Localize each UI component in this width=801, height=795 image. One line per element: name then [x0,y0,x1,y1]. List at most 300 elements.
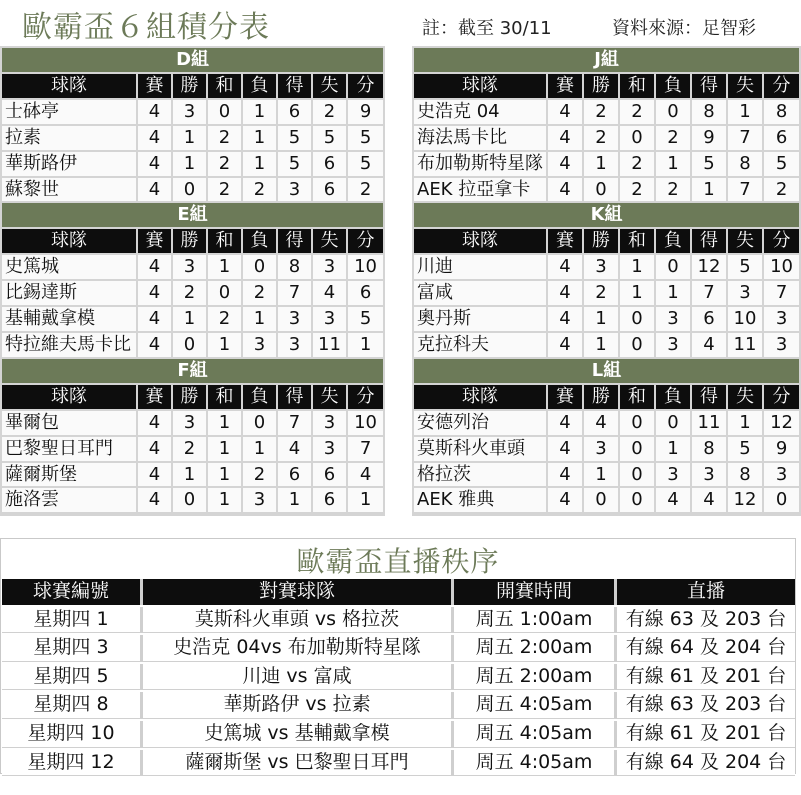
team-name-cell: 史篤城 [2,255,138,279]
table-row [2,463,383,487]
table-row [2,255,383,279]
points-cell: 1 [348,333,383,357]
column-header-drawn: 和 [208,385,243,409]
team-name-cell: 薩爾斯堡 [2,463,138,487]
column-header-team-name: 球隊 [2,385,138,409]
lost-cell: 1 [243,126,278,150]
kickoff-time-cell: 周五 4:05am [454,750,617,777]
goals-against-cell: 3 [728,281,764,305]
points-cell: 2 [764,178,799,202]
goals-against-cell: 7 [728,126,764,150]
points-cell: 4 [348,463,383,487]
team-name-cell: 克拉科夫 [414,333,548,357]
column-header-team-name: 球隊 [2,74,138,98]
drawn-cell: 0 [620,126,656,150]
column-header-points: 分 [348,229,383,253]
played-cell: 4 [138,255,173,279]
goals-against-cell: 1 [728,411,764,435]
column-header-won: 勝 [173,74,208,98]
team-name-cell: 施洛雲 [2,488,138,512]
won-cell: 0 [584,488,620,512]
goals-against-cell: 12 [728,488,764,512]
goals-for-cell: 5 [692,152,728,176]
lost-cell: 1 [243,100,278,124]
played-cell: 4 [138,411,173,435]
schedule-header-row [2,579,795,605]
lost-cell: 1 [243,307,278,331]
won-cell: 1 [173,307,208,331]
drawn-cell: 2 [208,152,243,176]
drawn-cell: 1 [620,255,656,279]
column-header-drawn: 和 [620,385,656,409]
team-name-cell: 奧丹斯 [414,307,548,331]
won-cell: 3 [173,100,208,124]
kickoff-time-cell: 周五 4:05am [454,721,617,748]
points-cell: 10 [764,255,799,279]
column-header-team-name: 球隊 [414,74,548,98]
column-header-won: 勝 [584,229,620,253]
won-cell: 0 [173,333,208,357]
fixture-cell: 薩爾斯堡 vs 巴黎聖日耳門 [143,750,454,777]
group-heading: K組 [414,203,799,227]
won-cell: 4 [584,411,620,435]
points-cell: 9 [348,100,383,124]
won-cell: 3 [584,437,620,461]
team-name-cell: 士砵亭 [2,100,138,124]
column-header-lost: 負 [656,74,692,98]
column-header-goals-for: 得 [278,229,313,253]
won-cell: 2 [584,100,620,124]
team-name-cell: 布加勒斯特星隊 [414,152,548,176]
broadcast-channel-cell: 有線 61 及 201 台 [617,721,795,748]
drawn-cell: 0 [620,488,656,512]
drawn-cell: 1 [208,333,243,357]
goals-for-cell: 6 [278,100,313,124]
goals-for-cell: 4 [692,488,728,512]
won-cell: 1 [173,126,208,150]
table-row [2,100,383,124]
points-cell: 10 [348,255,383,279]
goals-against-cell: 4 [313,281,348,305]
table-row [2,281,383,305]
team-name-cell: 富咸 [414,281,548,305]
played-cell: 4 [138,126,173,150]
column-header-goals-for: 得 [692,229,728,253]
table-row [2,635,795,662]
column-header-points: 分 [348,74,383,98]
won-cell: 1 [173,463,208,487]
column-header-row [414,229,799,253]
team-name-cell: AEK 拉亞拿卡 [414,178,548,202]
played-cell: 4 [548,152,584,176]
table-row [414,437,799,461]
lost-cell: 4 [656,488,692,512]
goals-for-cell: 3 [278,178,313,202]
group-heading-row [414,359,799,383]
standings-table-left [2,46,383,514]
drawn-cell: 0 [620,307,656,331]
played-cell: 4 [138,463,173,487]
goals-for-cell: 8 [692,437,728,461]
goals-against-cell: 3 [313,411,348,435]
lost-cell: 2 [243,178,278,202]
goals-against-cell: 5 [313,126,348,150]
goals-against-cell: 5 [728,437,764,461]
column-header-goals-against: 失 [728,74,764,98]
team-name-cell: 華斯路伊 [2,152,138,176]
points-cell: 5 [348,307,383,331]
team-name-cell: 拉素 [2,126,138,150]
column-header-played: 賽 [548,74,584,98]
group-heading: D組 [2,48,383,72]
standings-table-right [414,46,799,514]
points-cell: 9 [764,437,799,461]
goals-against-cell: 5 [728,255,764,279]
fixture-cell: 史篤城 vs 基輔戴拿模 [143,721,454,748]
won-cell: 2 [173,437,208,461]
column-header-drawn: 和 [208,74,243,98]
column-header-drawn: 和 [620,74,656,98]
table-row [2,607,795,634]
group-heading: E組 [2,203,383,227]
played-cell: 4 [548,463,584,487]
column-header-lost: 負 [656,385,692,409]
fixture-cell: 川迪 vs 富咸 [143,664,454,691]
drawn-cell: 2 [208,307,243,331]
lost-cell: 0 [656,411,692,435]
goals-for-cell: 4 [278,437,313,461]
kickoff-time-cell: 周五 4:05am [454,692,617,719]
column-header-team-name: 球隊 [414,229,548,253]
goals-for-cell: 3 [278,307,313,331]
played-cell: 4 [548,178,584,202]
column-header-match-number: 球賽編號 [2,579,143,605]
won-cell: 2 [584,126,620,150]
played-cell: 4 [138,178,173,202]
drawn-cell: 0 [208,100,243,124]
lost-cell: 2 [656,126,692,150]
won-cell: 1 [584,152,620,176]
goals-against-cell: 6 [313,152,348,176]
lost-cell: 1 [656,281,692,305]
points-cell: 5 [348,152,383,176]
goals-against-cell: 3 [313,307,348,331]
goals-for-cell: 3 [278,333,313,357]
won-cell: 0 [584,178,620,202]
kickoff-time-cell: 周五 2:00am [454,664,617,691]
points-cell: 3 [764,307,799,331]
column-header-goals-for: 得 [692,385,728,409]
table-row [414,178,799,202]
won-cell: 3 [584,255,620,279]
points-cell: 12 [764,411,799,435]
drawn-cell: 0 [208,281,243,305]
team-name-cell: AEK 雅典 [414,488,548,512]
team-name-cell: 比錫達斯 [2,281,138,305]
lost-cell: 2 [656,178,692,202]
points-cell: 6 [764,126,799,150]
goals-against-cell: 3 [313,437,348,461]
table-row [2,126,383,150]
lost-cell: 3 [243,488,278,512]
table-row [2,152,383,176]
lost-cell: 3 [656,307,692,331]
points-cell: 2 [348,178,383,202]
played-cell: 4 [548,281,584,305]
schedule-title: 歐霸盃直播秩序 [296,545,500,578]
won-cell: 0 [173,488,208,512]
goals-for-cell: 8 [692,100,728,124]
group-heading: J組 [414,48,799,72]
broadcast-channel-cell: 有線 64 及 204 台 [617,750,795,777]
table-row [414,463,799,487]
played-cell: 4 [138,437,173,461]
drawn-cell: 0 [620,463,656,487]
column-header-team-name: 球隊 [414,385,548,409]
goals-for-cell: 8 [278,255,313,279]
goals-for-cell: 1 [692,178,728,202]
goals-for-cell: 7 [278,411,313,435]
team-name-cell: 蘇黎世 [2,178,138,202]
goals-for-cell: 6 [278,463,313,487]
points-cell: 3 [764,463,799,487]
column-header-points: 分 [764,229,799,253]
match-number-cell: 星期四 1 [2,607,143,634]
team-name-cell: 莫斯科火車頭 [414,437,548,461]
match-number-cell: 星期四 8 [2,692,143,719]
drawn-cell: 1 [208,411,243,435]
team-name-cell: 格拉茨 [414,463,548,487]
lost-cell: 1 [656,437,692,461]
won-cell: 2 [173,281,208,305]
team-name-cell: 安德列治 [414,411,548,435]
column-header-lost: 負 [243,229,278,253]
column-header-goals-for: 得 [692,74,728,98]
won-cell: 3 [173,255,208,279]
won-cell: 1 [584,463,620,487]
column-header-won: 勝 [584,385,620,409]
drawn-cell: 1 [208,437,243,461]
lost-cell: 2 [243,463,278,487]
column-header-played: 賽 [548,385,584,409]
goals-for-cell: 5 [278,152,313,176]
won-cell: 1 [584,333,620,357]
drawn-cell: 2 [208,126,243,150]
column-header-goals-against: 失 [313,229,348,253]
table-row [2,488,383,512]
won-cell: 3 [173,411,208,435]
goals-against-cell: 8 [728,152,764,176]
played-cell: 4 [548,411,584,435]
column-header-row [414,74,799,98]
drawn-cell: 0 [620,333,656,357]
lost-cell: 0 [243,411,278,435]
drawn-cell: 1 [208,255,243,279]
won-cell: 2 [584,281,620,305]
table-row [414,307,799,331]
points-cell: 3 [764,333,799,357]
group-heading-row [2,48,383,72]
column-header-goals-against: 失 [728,229,764,253]
column-header-goals-against: 失 [313,385,348,409]
data-source: 資料來源：足智彩 [612,18,756,39]
column-header-team-name: 球隊 [2,229,138,253]
goals-for-cell: 6 [692,307,728,331]
goals-for-cell: 5 [278,126,313,150]
goals-for-cell: 4 [692,333,728,357]
column-header-points: 分 [348,385,383,409]
page-title: 歐霸盃６組積分表 [22,10,270,45]
column-header-played: 賽 [548,229,584,253]
played-cell: 4 [138,307,173,331]
date-note: 註：截至 30/11 [422,18,552,39]
column-header-won: 勝 [173,229,208,253]
fixture-cell: 莫斯科火車頭 vs 格拉茨 [143,607,454,634]
table-row [414,100,799,124]
goals-against-cell: 11 [313,333,348,357]
team-name-cell: 巴黎聖日耳門 [2,437,138,461]
column-header-row [414,385,799,409]
points-cell: 7 [764,281,799,305]
table-row [2,692,795,719]
column-header-goals-for: 得 [278,385,313,409]
team-name-cell: 史浩克 04 [414,100,548,124]
match-number-cell: 星期四 5 [2,664,143,691]
drawn-cell: 1 [620,281,656,305]
goals-for-cell: 12 [692,255,728,279]
played-cell: 4 [548,126,584,150]
column-header-played: 賽 [138,74,173,98]
table-row [414,281,799,305]
lost-cell: 3 [656,333,692,357]
played-cell: 4 [138,281,173,305]
column-header-goals-for: 得 [278,74,313,98]
played-cell: 4 [548,488,584,512]
goals-for-cell: 7 [278,281,313,305]
team-name-cell: 特拉維夫馬卡比 [2,333,138,357]
column-header-broadcast-channel: 直播 [617,579,795,605]
drawn-cell: 1 [208,488,243,512]
table-row [2,664,795,691]
goals-for-cell: 1 [278,488,313,512]
lost-cell: 1 [656,152,692,176]
column-header-goals-against: 失 [313,74,348,98]
played-cell: 4 [548,307,584,331]
table-row [2,333,383,357]
table-row [2,307,383,331]
team-name-cell: 畢爾包 [2,411,138,435]
played-cell: 4 [138,333,173,357]
group-heading-row [414,48,799,72]
lost-cell: 2 [243,281,278,305]
drawn-cell: 2 [208,178,243,202]
column-header-row [2,74,383,98]
goals-against-cell: 6 [313,178,348,202]
lost-cell: 0 [656,100,692,124]
lost-cell: 0 [656,255,692,279]
goals-against-cell: 6 [313,463,348,487]
table-row [414,152,799,176]
table-row [2,437,383,461]
column-header-lost: 負 [656,229,692,253]
column-header-points: 分 [764,385,799,409]
drawn-cell: 1 [208,463,243,487]
column-header-won: 勝 [584,74,620,98]
broadcast-channel-cell: 有線 63 及 203 台 [617,607,795,634]
drawn-cell: 0 [620,437,656,461]
column-header-won: 勝 [173,385,208,409]
played-cell: 4 [548,437,584,461]
column-header-row [2,385,383,409]
fixture-cell: 史浩克 04vs 布加勒斯特星隊 [143,635,454,662]
lost-cell: 0 [243,255,278,279]
match-number-cell: 星期四 3 [2,635,143,662]
match-number-cell: 星期四 12 [2,750,143,777]
team-name-cell: 海法馬卡比 [414,126,548,150]
broadcast-channel-cell: 有線 63 及 203 台 [617,692,795,719]
table-row [414,126,799,150]
table-row [2,721,795,748]
points-cell: 7 [348,437,383,461]
column-header-fixture: 對賽球隊 [143,579,454,605]
drawn-cell: 0 [620,411,656,435]
lost-cell: 3 [656,463,692,487]
column-header-goals-against: 失 [728,385,764,409]
played-cell: 4 [138,488,173,512]
column-header-row [2,229,383,253]
goals-for-cell: 9 [692,126,728,150]
team-name-cell: 川迪 [414,255,548,279]
goals-against-cell: 8 [728,463,764,487]
played-cell: 4 [548,100,584,124]
drawn-cell: 2 [620,152,656,176]
won-cell: 0 [173,178,208,202]
group-heading: F組 [2,359,383,383]
lost-cell: 1 [243,437,278,461]
kickoff-time-cell: 周五 1:00am [454,607,617,634]
drawn-cell: 2 [620,100,656,124]
goals-against-cell: 11 [728,333,764,357]
goals-for-cell: 3 [692,463,728,487]
group-heading-row [2,359,383,383]
column-header-drawn: 和 [208,229,243,253]
schedule-table [2,577,795,778]
column-header-lost: 負 [243,385,278,409]
lost-cell: 1 [243,152,278,176]
points-cell: 5 [764,152,799,176]
goals-for-cell: 11 [692,411,728,435]
table-row [414,411,799,435]
table-row [414,255,799,279]
table-row [2,750,795,777]
points-cell: 1 [348,488,383,512]
broadcast-channel-cell: 有線 61 及 201 台 [617,664,795,691]
column-header-played: 賽 [138,385,173,409]
points-cell: 8 [764,100,799,124]
played-cell: 4 [138,152,173,176]
column-header-lost: 負 [243,74,278,98]
won-cell: 1 [173,152,208,176]
group-heading-row [414,203,799,227]
group-heading: L組 [414,359,799,383]
kickoff-time-cell: 周五 2:00am [454,635,617,662]
column-header-drawn: 和 [620,229,656,253]
won-cell: 1 [584,307,620,331]
column-header-played: 賽 [138,229,173,253]
goals-for-cell: 7 [692,281,728,305]
points-cell: 6 [348,281,383,305]
fixture-cell: 華斯路伊 vs 拉素 [143,692,454,719]
